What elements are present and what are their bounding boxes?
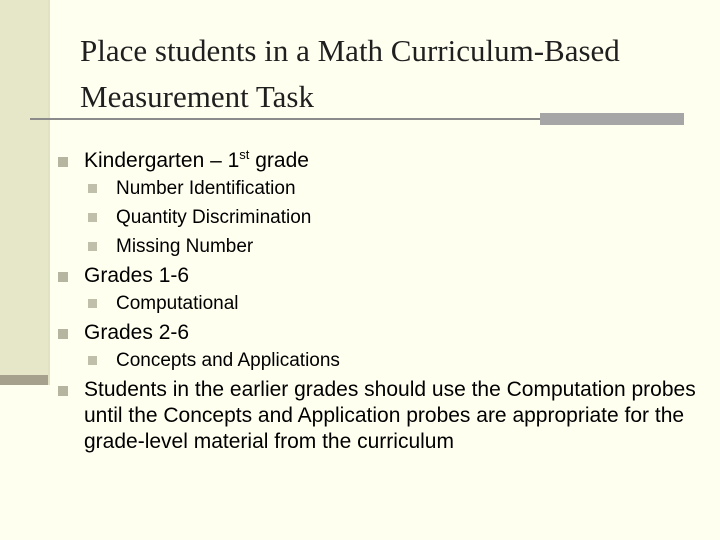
sub-bullet <box>58 346 698 375</box>
square-bullet-icon <box>58 329 68 339</box>
bullet-text-pre: Kindergarten – 1 <box>84 149 240 172</box>
bullet-text: Grades 1-6 <box>84 264 190 287</box>
sub-bullet <box>58 289 698 318</box>
ordinal-suffix: st <box>239 147 250 162</box>
square-bullet-icon <box>58 157 68 167</box>
square-bullet-icon <box>88 299 97 308</box>
bullet-grades-1-6 <box>58 263 698 289</box>
square-bullet-icon <box>88 242 97 251</box>
sub-bullet-text: Concepts and Applications <box>116 350 340 371</box>
bullet-text: Grades 2-6 <box>84 321 190 344</box>
left-band-foot <box>0 375 48 385</box>
square-bullet-icon <box>58 272 68 282</box>
sub-bullet <box>58 203 698 232</box>
sub-bullet-text: Number Identification <box>116 178 296 199</box>
bullet-earlier-grades-note <box>58 377 698 455</box>
bullet-text-post: grade <box>249 149 309 172</box>
square-bullet-icon <box>88 356 97 365</box>
sub-bullet <box>58 232 698 261</box>
bullet-text: Students in the earlier grades should use the Computation probes until the Concepts and Application probes are appropriate for the grade-level material from the curriculum <box>84 378 696 453</box>
sub-bullet-text: Quantity Discrimination <box>116 207 312 228</box>
square-bullet-icon <box>58 386 68 396</box>
bullet-grades-2-6 <box>58 320 698 346</box>
slide-title: Place students in a Math Curriculum-Based Measurement Task <box>80 33 620 114</box>
sub-bullet <box>58 174 698 203</box>
square-bullet-icon <box>88 184 97 193</box>
title-underline-accent <box>540 113 684 125</box>
bullet-kindergarten <box>58 148 698 174</box>
square-bullet-icon <box>88 213 97 222</box>
left-decorative-band <box>0 0 48 385</box>
sub-bullet-text: Missing Number <box>116 236 254 257</box>
slide-body <box>58 146 698 455</box>
sub-bullet-text: Computational <box>116 293 239 314</box>
left-band-edge <box>48 0 50 385</box>
